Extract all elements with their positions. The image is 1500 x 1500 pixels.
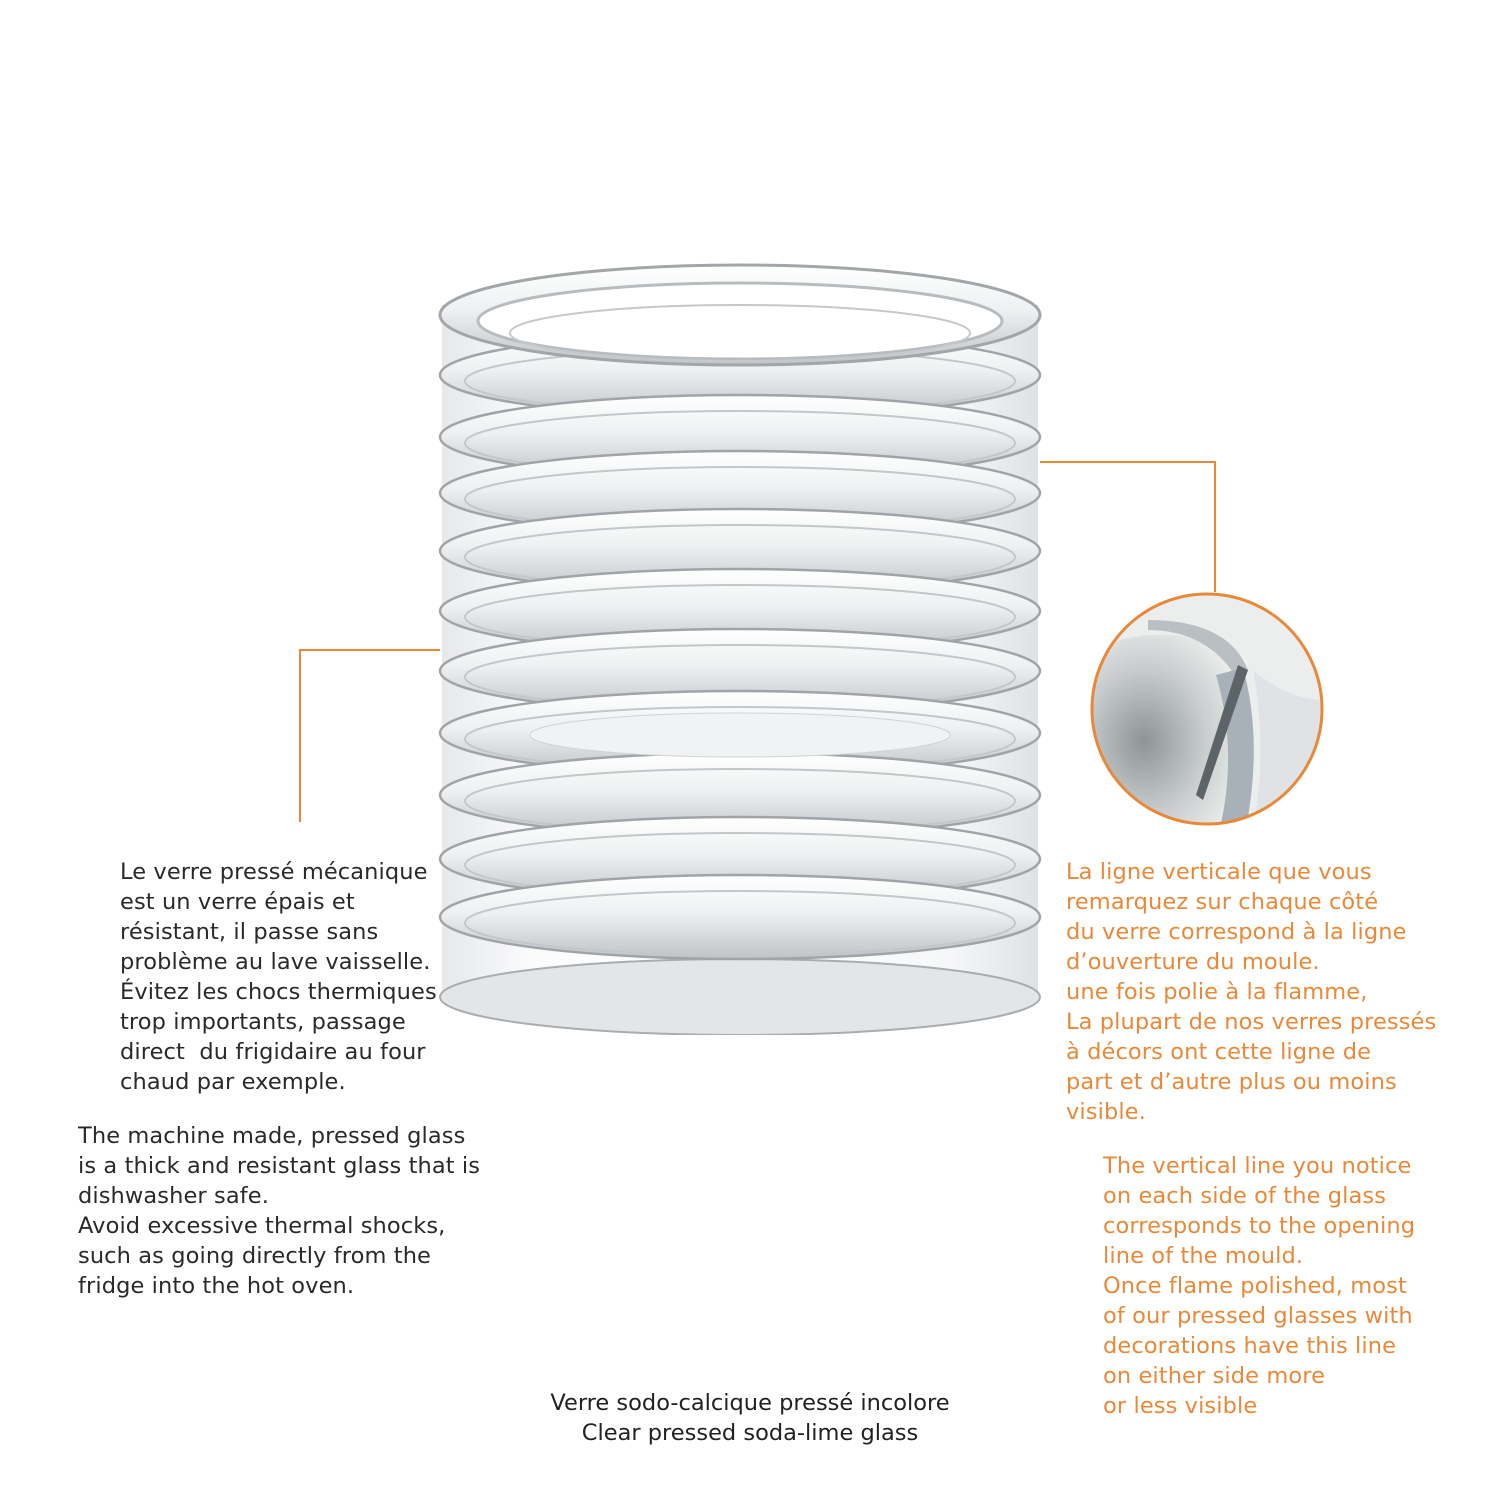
- text-line: d’ouverture du moule.: [1066, 949, 1320, 975]
- material-caption: [450, 1388, 1050, 1448]
- text-line: on each side of the glass: [1103, 1183, 1387, 1209]
- mould-line-zoom-circle: [1088, 590, 1326, 828]
- text-line: La ligne verticale que vous: [1066, 859, 1372, 885]
- text-line: line of the mould.: [1103, 1243, 1304, 1269]
- caption-french: Verre sodo-calcique pressé incolore: [550, 1390, 950, 1416]
- text-line: visible.: [1066, 1099, 1146, 1125]
- text-line: direct du frigidaire au four: [120, 1039, 426, 1065]
- text-line: chaud par exemple.: [120, 1069, 346, 1095]
- text-line: une fois polie à la flamme,: [1066, 979, 1368, 1005]
- right-english-text: [1103, 1151, 1415, 1421]
- text-line: Le verre pressé mécanique: [120, 859, 428, 885]
- text-line: on either side more: [1103, 1363, 1326, 1389]
- text-line: La plupart de nos verres pressés: [1066, 1009, 1437, 1035]
- right-french-text: [1066, 857, 1436, 1127]
- left-english-text: [78, 1121, 480, 1301]
- text-line: à décors ont cette ligne de: [1066, 1039, 1372, 1065]
- text-line: is a thick and resistant glass that is: [78, 1153, 481, 1179]
- left-french-text: [120, 857, 437, 1097]
- text-line: fridge into the hot oven.: [78, 1273, 355, 1299]
- text-line: remarquez sur chaque côté: [1066, 889, 1379, 915]
- text-line: résistant, il passe sans: [120, 919, 379, 945]
- text-line: Évitez les chocs thermiques: [120, 979, 437, 1005]
- text-line: est un verre épais et: [120, 889, 355, 915]
- text-line: part et d’autre plus ou moins: [1066, 1069, 1397, 1095]
- text-line: The vertical line you notice: [1103, 1153, 1412, 1179]
- text-line: or less visible: [1103, 1393, 1258, 1419]
- text-line: The machine made, pressed glass: [78, 1123, 466, 1149]
- text-line: trop importants, passage: [120, 1009, 406, 1035]
- text-line: decorations have this line: [1103, 1333, 1397, 1359]
- text-line: such as going directly from the: [78, 1243, 432, 1269]
- text-line: corresponds to the opening: [1103, 1213, 1416, 1239]
- text-line: Once flame polished, most: [1103, 1273, 1407, 1299]
- text-line: Avoid excessive thermal shocks,: [78, 1213, 446, 1239]
- text-line: dishwasher safe.: [78, 1183, 269, 1209]
- text-line: problème au lave vaisselle.: [120, 949, 431, 975]
- text-line: du verre correspond à la ligne: [1066, 919, 1407, 945]
- caption-english: Clear pressed soda-lime glass: [581, 1420, 919, 1446]
- text-line: of our pressed glasses with: [1103, 1303, 1413, 1329]
